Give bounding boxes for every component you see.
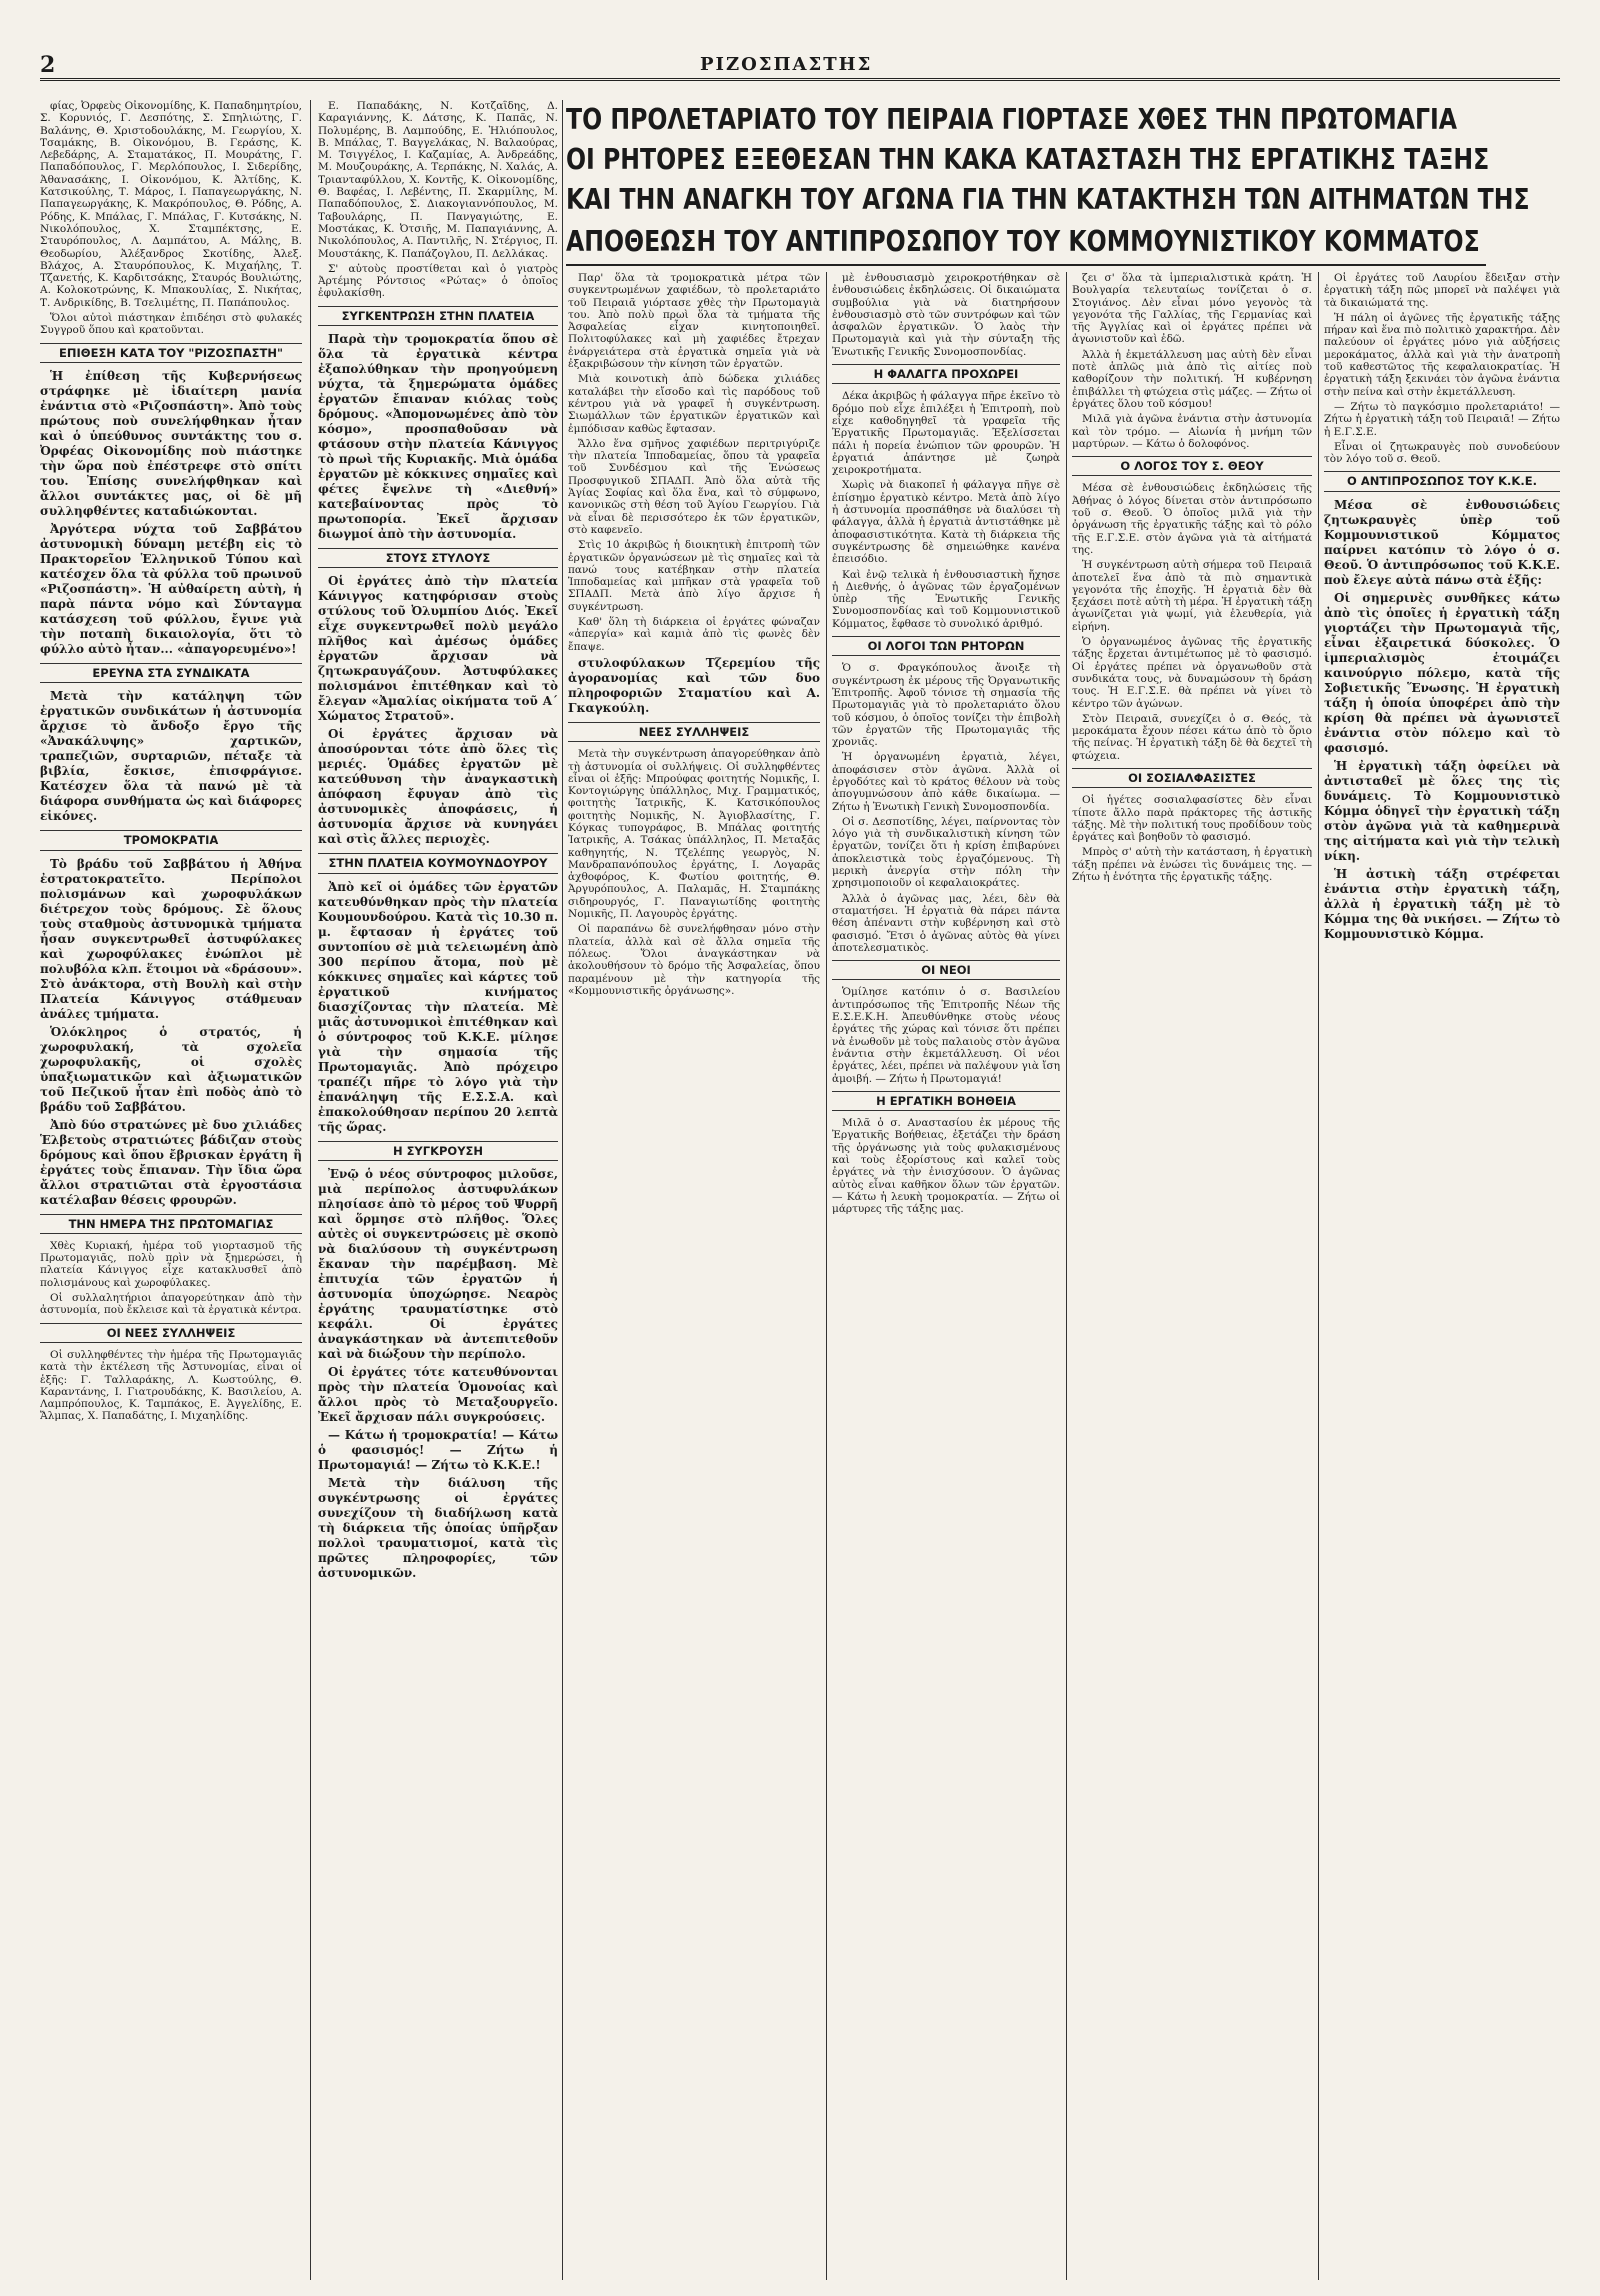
- paragraph: Οἱ παραπάνω δὲ συνελήφθησαν μόνο στὴν πλατεία, ἀλλὰ καὶ σὲ ἄλλα σημεῖα τῆς πόλεως. Ὅλοι ἀναγκάστηκαν νὰ ἀκολουθήσουν τὸ δρόμο τῆς Ἀσφαλείας, ὅπου παραμένουν μὲ τὴν κατηγορία τῆς «Κομμουνιστικῆς ὀργάνωσης».: [568, 923, 820, 997]
- section-heading: ΝΕΕΣ ΣΥΛΛΗΨΕΙΣ: [568, 722, 820, 742]
- column-6: [1324, 272, 1560, 2280]
- paragraph: Ἡ ὀργανωμένη ἐργατιὰ, λέγει, ἀποφάσισεν στὸν ἀγῶνα. Ἀλλὰ οἱ ἐργοδότες καὶ τὸ κράτος θέλουν νὰ τοὺς ἀπογυμνώσουν ἀπὸ κάθε δικαίωμα. — Ζήτω ἡ Ἐνωτικὴ Γενικὴ Συνομοσπονδία.: [832, 751, 1060, 813]
- newspaper-name: ΡΙΖΟΣΠΑΣΤΗΣ: [700, 54, 873, 75]
- paragraph: Ἡ συγκέντρωση αὐτὴ σήμερα τοῦ Πειραιᾶ ἀποτελεῖ ἕνα ἀπὸ τὰ πιὸ σημαντικὰ γεγονότα τῆς ἐποχῆς. Ἡ ἐργατιὰ δὲν θὰ ξεχάσει ποτὲ αὐτὴ τὴ μέρα. Ἡ ἐργατικὴ τάξη ἀγωνίζεται γιὰ ψωμί, γιὰ ἐλευθερία, γιὰ εἰρήνη.: [1072, 559, 1312, 633]
- paragraph: Μετὰ τὴν κατάληψη τῶν ἐργατικῶν συνδικάτων ἡ ἀστυνομία ἄρχισε τὸ ἄνδοξο ἔργο τῆς «Ἀνακάλυψης» χαρτικῶν, τραπεζιῶν, συρταριῶν, πέταξε τὰ βιβλία, ἔσκισε, ἐπισφράγισε. Κατέσχεν ὅλα τὰ πανώ μὲ τὰ διάφορα συνθήματα ὡς καὶ διάφορες εἰκόνες.: [40, 689, 302, 824]
- paragraph: Ἀλλὰ ἡ ἐκμετάλλευση μας αὐτὴ δὲν εἶναι ποτὲ ἁπλῶς μιὰ ἀπὸ τὶς αἰτίες ποὺ καθορίζουν τὴν πολιτική. Ἡ κυβέρνηση ἐπιβάλλει τὴ φτώχεια στὶς μάζες. — Ζήτω οἱ ἐργάτες ὅλου τοῦ κόσμου!: [1072, 348, 1312, 410]
- paragraph: Ἡ πάλη οἱ ἀγῶνες τῆς ἐργατικῆς τάξης πήραν καὶ ἕνα πιὸ πολιτικὸ χαρακτήρα. Δὲν παλεύουν οἱ ἐργάτες μόνο γιὰ αὐξήσεις μεροκάματος, ἀλλὰ καὶ γιὰ τὴν ἀνατροπὴ τοῦ καθεστῶτος τῆς κεφαλαιοκρατίας. Ἡ ἐργατικὴ τάξη ξεκινάει τὸν ἀγῶνα ἐνάντια στὴν πείνα καὶ στὴν ἐκμετάλλευση.: [1324, 311, 1560, 398]
- section-heading: ΣΤΗΝ ΠΛΑΤΕΙΑ ΚΟΥΜΟΥΝΔΟΥΡΟΥ: [318, 853, 558, 873]
- column-rule: [1318, 272, 1319, 2280]
- column-1: [40, 100, 302, 2280]
- paragraph: — Ζήτω τὸ παγκόσμιο προλεταριάτο! — Ζήτω ἡ ἐργατικὴ τάξη τοῦ Πειραιᾶ! — Ζήτω ἡ Ε.Γ.Σ.Ε.: [1324, 400, 1560, 438]
- paragraph: Ὁ ὀργανωμένος ἀγῶνας τῆς ἐργατικῆς τάξης ἔρχεται ἀντιμέτωπος μὲ τὸ φασισμό. Οἱ ἐργάτες πρέπει νὰ ὀργανωθοῦν στὰ συνδικάτα τους, νὰ δυναμώσουν τὴ δράση τους. Ἡ Ε.Γ.Σ.Ε. θὰ πρέπει νὰ γίνει τὸ κέντρο τῶν ἀγώνων.: [1072, 636, 1312, 710]
- paragraph: Παρὰ τὴν τρομοκρατία ὅπου σὲ ὅλα τὰ ἐργατικὰ κέντρα ἐξαπολύθηκαν τὴν προηγούμενη νύχτα, τὰ ξημερώματα ὁμάδες ἐργατῶν ἔπιαναν κιόλας τοὺς δρόμους. «Ἀπομονωμένες ἀπὸ τὸν κόσμο», προσπαθοῦσαν νὰ φτάσουν στὴν πλατεία Κάνιγγος τὸ πρωὶ τῆς Κυριακῆς. Μιὰ ὁμάδα ἐργατῶν μὲ κόκκινες σημαῖες καὶ φέτες ἔψελνε τὴ «Διεθνή» κατεβαίνοντας πρὸς τὸ πρωτοπορία. Ἐκεῖ ἄρχισαν διωγμοί ἀπὸ τὴν ἀστυνομία.: [318, 332, 558, 542]
- section-heading: ΟΙ ΝΕΟΙ: [832, 960, 1060, 980]
- paragraph: Ἀλλὰ ὁ ἀγῶνας μας, λέει, δὲν θὰ σταματήσει. Ἡ ἐργατιὰ θὰ πάρει πάντα θέση ἀπέναντι στὴν κυβέρνηση καὶ στὸ φασισμό. Ἔτσι ὁ ἀγῶνας αὐτὸς θὰ γίνει ἀποτελεσματικὸς.: [832, 892, 1060, 954]
- headline-line-4: ΑΠΟΘΕΩΣΗ ΤΟΥ ΑΝΤΙΠΡΟΣΩΠΟΥ ΤΟΥ ΚΟΜΜΟΥΝΙΣΤΙΚΟΥ ΚΟΜΜΑΤΟΣ: [566, 220, 1486, 266]
- paragraph: φίας, Ὀρφεὺς Οἰκονομίδης, Κ. Παπαδημητρίου, Σ. Κορυνιός, Γ. Δεσπότης, Σ. Σπηλιώτης, Γ. Βαλάνης, Θ. Χριστοδουλάκης, Μ. Γεωργίου, Χ. Τσαμάκης, Β. Οἰκονόμου, Β. Γεράσης, Κ. Λεβεδάρης, Α. Σταματάκος, Π. Μουράτης, Γ. Παπαδόπουλος, Γ. Μερλόπουλος, Ι. Σιδερίδης, Ἀθανασάκης, Ι. Οἰκονόμου, Κ. Ἀλτίδης, Κ. Κατσικούλης, Τ. Μάρος, Ι. Παπαγεωργάκης, Ν. Παπαγεωργάκης, Κ. Μακρόπουλος, Θ. Ρόδης, Α. Ρόδης, Κ. Μπάλας, Γ. Μπάλας, Γ. Κυτσάκης, Ν. Νικολόπουλος, Χ. Σταμπέκτσης, Ε. Σταυρόπουλος, Λ. Δαμπάτου, Α. Μάλης, Β. Θεοδωρίου, Ἀλέξανδρος Σκοτίδης, Ἀλεξ. Βλάχος, Α. Σταυρόπουλος, Κ. Μιχαήλης, Τ. Τζανετής, Κ. Καρδιτσάκης, Σταυρός Βουλιώτης, Α. Κολοκοτρώνης, Κ. Μπακουλίας, Σ. Νικήτας, Τ. Ανδρικίδης, Β. Τσελιμέτης, Π. Παπάπουλος.: [40, 100, 302, 309]
- paragraph: Χθὲς Κυριακή, ἡμέρα τοῦ γιορτασμοῦ τῆς Πρωτομαγιᾶς, πολὺ πρὶν νὰ ξημερώσει, ἡ πλατεία Κάνιγγος εἶχε κατακλυσθεῖ ἀπὸ πολισμάνους καὶ χωροφύλακες.: [40, 1239, 302, 1289]
- paragraph: Μιλᾶ ὁ σ. Αναστασίου ἐκ μέρους τῆς Ἐργατικῆς Βοήθειας, ἐξετάζει τὴν δράση τῆς ὀργάνωσης γιὰ τοὺς φυλακισμένους καὶ τοὺς ἐξορίστους καὶ καλεῖ τοὺς ἐργάτες νὰ τὴν ἐνισχύσουν. Ὁ ἀγῶνας αὐτὸς εἶναι καθῆκον ὅλων τῶν ἐργατῶν. — Κάτω ἡ λευκὴ τρομοκρατία. — Ζήτω οἱ μάρτυρες τῆς τάξης μας.: [832, 1117, 1060, 1216]
- section-heading: ΤΡΟΜΟΚΡΑΤΙΑ: [40, 830, 302, 850]
- paragraph: Καὶ ἐνῷ τελικὰ ἡ ἐνθουσιαστικὴ ἤχησε ἡ Διεθνής, ὁ ἀγῶνας τῶν ἐργαζομένων ὑπὲρ τῆς Ἐνωτικῆς Γενικῆς Συνομοσπονδίας καὶ τοῦ Κομμουνιστικοῦ Κόμματος, ἔφθασε τὸ συνολικό ἀριθμό.: [832, 568, 1060, 630]
- paragraph: Οἱ ἐργάτες ἄρχισαν νὰ ἀποσύρονται τότε ἀπὸ ὅλες τὶς μεριές. Ὁμάδες ἐργατῶν μὲ κατεύθυνση τὴν ἀναγκαστικὴ ἀπόφαση ἔφυγαν ἀπὸ τὶς ἀστυνομικὲς ἀποφάσεις, ἡ ἀστυνομία ἄρχισε νὰ κυνηγάει καὶ στὶς ἄλλες περιοχὲς.: [318, 727, 558, 847]
- paragraph: Στὶς 10 ἀκριβῶς ἡ διοικητικὴ ἐπιτροπὴ τῶν ἐργατικῶν ὀργανώσεων μὲ τὶς σημαῖες καὶ τὰ πανώ τους κατέβηκαν στὴν πλατεία Ἱπποδαμείας καὶ μπῆκαν στὰ γραφεῖα τοῦ ΣΠΑΔΠ. Μετὰ ἀπὸ λίγο ἄρχισε ἡ συγκέντρωση.: [568, 539, 820, 613]
- paragraph: Οἱ σ. Δεσποτίδης, λέγει, παίρνοντας τὸν λόγο γιὰ τὴ συνδικαλιστικὴ κίνηση τῶν ἐργατῶν, τονίζει ὅτι ἡ κρίση ἐπιβαρύνει ἀποκλειστικὰ τοὺς ἐργαζόμενους. Τὴ μερικὴ ἀνεργία στὴν πόλη τὴν χρησιμοποιοῦν οἱ κεφαλαιοκράτες.: [832, 815, 1060, 890]
- section-heading: Ο ΛΟΓΟΣ ΤΟΥ Σ. ΘΕΟΥ: [1072, 456, 1312, 476]
- paragraph: Μετὰ τὴν συγκέντρωση ἀπαγορεύθηκαν ἀπὸ τὴ ἀστυνομία οἱ συλλήψεις. Οἱ συλληφθέντες εἶναι οἱ ἑξῆς: Μπρούφας φοιτητής Νομικῆς, Ι. Κοντογιώργης ὑπάλληλος, Μιχ. Γραμματικός, φοιτητὴς Ἰατρικῆς, Κ. Κατσικόπουλος φοιτητὴς Νομικῆς, Ν. Ἀγιοβλασίτης, Γ. Κόγκας τυπογράφος, Β. Μπάλας φοιτητής Ἰατρικῆς, Α. Τσάκας ὑπάλληλος, Π. Μεταξᾶς καθηγητής, Ν. Τζελέπης γεωργὸς, Ν. Μανδραπανόπουλος ἐργάτης, Ι. Λογαρᾶς ἀχθοφόρος, Κ. Φωτίου φοιτητής, Θ. Ἀργυρόπουλος, Α. Παλαμᾶς, Η. Σταμπάκης σιδηρουργός, Γ. Παναγιωτίδης φοιτητὴς Νομικῆς, Π. Λαγουρὸς ἐργάτης.: [568, 748, 820, 921]
- masthead: [40, 52, 1560, 81]
- section-heading: ΕΡΕΥΝΑ ΣΤΑ ΣΥΝΔΙΚΑΤΑ: [40, 663, 302, 683]
- paragraph: Ἡ ἀστικὴ τάξη στρέφεται ἐνάντια στὴν ἐργατικὴ τάξη, ἀλλὰ ἡ ἐργατικὴ τάξη μὲ τὸ Κόμμα της θὰ νικήσει. — Ζήτω τὸ Κομμουνιστικὸ Κόμμα.: [1324, 866, 1560, 941]
- column-4: [832, 272, 1060, 2280]
- paragraph: στυλοφύλακων Τζερεμίου τῆς ἀγορανομίας καὶ τῶν δυο πληροφοριῶν Σταματίου καὶ Α. Γκαγκούλη.: [568, 655, 820, 715]
- paragraph: Ἀργότερα νύχτα τοῦ Σαββάτου ἀστυνομικὴ δύναμη μετέβη εἰς τὸ Πρακτορεῖον Ἑλληνικοῦ Τύπου καὶ κατέσχεν ὅλα τὰ φύλλα τοῦ πρωινοῦ «Ριζοσπάστη». Ἡ αὐθαίρετη αὐτὴ, ἡ παρὰ πάντα νόμο καὶ Σύνταγμα κατάσχεση τοῦ φύλλου, ἔγινε γιὰ τὴν ποταπὴ δικαιολογία, ὅτι τὸ φύλλο αὐτὸ ἦταν... «ἀπαγορευμένο»!: [40, 521, 302, 656]
- paragraph: Τὸ βράδυ τοῦ Σαββάτου ἡ Ἀθήνα ἐστρατοκρατεῖτο. Περίπολοι πολισμάνων καὶ χωροφυλάκων διέτρεχον τοὺς δρόμους. Σὲ ὅλους τοὺς σταθμοὺς ἀστυνομικὰ τμήματα ἦσαν συγκεντρωθεῖ ἀστυφύλακες καὶ χωροφύλακες ἐνώπλοι μὲ πολυβόλα κλπ. ἕτοιμοι νὰ «δράσουν». Στὸ ἀνάκτορα, στὴ Βουλὴ καὶ στὴν Πλατεία Κάνιγγος στάθμευαν ἀνάλες τμήματα.: [40, 856, 302, 1021]
- paragraph: Οἱ ἡγέτες σοσιαλφασίστες δὲν εἶναι τίποτε ἄλλο παρὰ πράκτορες τῆς ἀστικῆς τάξης. Μὲ τὴν πολιτική τους προδίδουν τοὺς ἐργάτες καὶ βοηθοῦν τὸ φασισμό.: [1072, 794, 1312, 844]
- column-5: [1072, 272, 1312, 2280]
- paragraph: Ὁ σ. Φραγκόπουλος ἄνοιξε τὴ συγκέντρωση ἐκ μέρους τῆς Ὀργανωτικῆς Ἐπιτροπῆς. Ἀφοῦ τόνισε τὴ σημασία τῆς Πρωτομαγιᾶς γιὰ τὸ προλεταριάτο ὅλου τοῦ κόσμου, ὁ ὁποῖος τονίζει τὴν ἐπιβολὴ τῶν ἐργατῶν τῆς Πρωτομαγιᾶς τῆς χρονιᾶς.: [832, 662, 1060, 749]
- paragraph: Ὁμίλησε κατόπιν ὁ σ. Βασιλείου ἀντιπρόσωπος τῆς Ἐπιτροπῆς Νέων τῆς Ε.Σ.Ε.Κ.Η. Ἀπευθύνθηκε στοὺς νέους ἐργάτες τῆς χώρας καὶ τόνισε ὅτι πρέπει νὰ ἐνωθοῦν μὲ τοὺς παλαιοὺς στὸν ἀγῶνα ἐνάντια στὴν ἐκμετάλλευση. Οἱ νέοι ἐργάτες, λέει, πρέπει νὰ παλέψουν γιὰ ἴση ἀμοιβή. — Ζήτω ἡ Πρωτομαγιά!: [832, 986, 1060, 1085]
- paragraph: Οἱ ἐργάτες τότε κατευθύνονται πρὸς τὴν πλατεία Ὁμονοίας καὶ ἄλλοι πρὸς τὸ Μεταξουργεῖο. Ἐκεῖ ἄρχισαν πάλι συγκρούσεις.: [318, 1364, 558, 1424]
- headline-line-3: ΚΑΙ ΤΗΝ ΑΝΑΓΚΗ ΤΟΥ ΑΓΩΝΑ ΓΙΑ ΤΗΝ ΚΑΤΑΚΤΗΣΗ ΤΩΝ ΑΙΤΗΜΑΤΩΝ ΤΗΣ: [566, 183, 1530, 216]
- column-3: [568, 272, 820, 2280]
- paragraph: Ὅλοι αὐτοὶ πιάστηκαν ἐπιδέησι στὸ φυλακές Συγγροῦ ὅπου καὶ κρατοῦνται.: [40, 312, 302, 337]
- paragraph: Μιὰ κοινοτικὴ ἀπὸ δώδεκα χιλιάδες καταλάβει τὴν εἴσοδο καὶ τὶς παρόδους τοῦ κέντρου γιὰ νὰ γραφεῖ ἡ συγκέντρωση. Σιωμάλλων τῶν ἐργατικῶν ἐργατικῶν καὶ ἐμπόδισαν καθὼς ἔφτασαν.: [568, 373, 820, 435]
- section-heading: ΤΗΝ ΗΜΕΡΑ ΤΗΣ ΠΡΩΤΟΜΑΓΙΑΣ: [40, 1214, 302, 1234]
- paragraph: Ἐνῷ ὁ νέος σύντροφος μιλοῦσε, μιὰ περίπολος ἀστυφυλάκων πλησίασε ἀπὸ τὸ μέρος τοῦ Ψυρρῆ καὶ ὅρμησε στὸ πλῆθος. Ὅλες αὐτὲς οἱ συγκεντρώσεις μὲ σκοπὸ νὰ διαλύσουν τὴ συγκέντρωση ἔκαναν τὴν παρέμβαση. Μὲ ἐπιτυχία τῶν ἐργατῶν ἡ ἀστυνομία ὑποχώρησε. Νεαρὸς ἐργάτης τραυματίστηκε στὸ κεφάλι. Οἱ ἐργάτες ἀναγκάστηκαν νὰ ἀντεπιτεθοῦν καὶ νὰ διώξουν τὴν περίπολο.: [318, 1166, 558, 1361]
- section-heading: ΣΤΟΥΣ ΣΤΥΛΟΥΣ: [318, 548, 558, 568]
- paragraph: Σ' αὐτοὺς προστίθεται καὶ ὁ γιατρὸς Ἀρτέμης Ρόντσιος «Ρώτας» ὁ ὁποῖος ἐφυλακίσθη.: [318, 262, 558, 300]
- paragraph: Παρ' ὅλα τὰ τρομοκρατικὰ μέτρα τῶν συγκεντρωμένων χαφιέδων, τὸ προλεταριάτο τοῦ Πειραιᾶ γιόρτασε χθὲς τὴν Πρωτομαγιὰ του. Ἀπὸ πολὺ πρωὶ ὅλα τὰ τμήματα τῆς Ἀσφαλείας εἶχαν κινητοποιηθεῖ. Πολιτοφύλακες καὶ μὴ χαφιέδες ἔτρεχαν ἐνάργειάτερα στὰ ἐργατικὰ σημεῖα γιὰ νὰ ἐξακριβώσουν τὴν κίνηση τῶν ἐργατῶν.: [568, 272, 820, 371]
- section-heading: ΟΙ ΣΟΣΙΑΛΦΑΣΙΣΤΕΣ: [1072, 768, 1312, 788]
- section-heading: ΣΥΓΚΕΝΤΡΩΣΗ ΣΤΗΝ ΠΛΑΤΕΙΑ: [318, 306, 558, 326]
- column-rule: [562, 100, 563, 2280]
- section-heading: ΟΙ ΛΟΓΟΙ ΤΩΝ ΡΗΤΟΡΩΝ: [832, 636, 1060, 656]
- paragraph: Μέσα σὲ ἐνθουσιώδεις ἐκδηλώσεις τῆς Ἀθήνας ὁ λόγος δίνεται στὸν ἀντιπρόσωπο τοῦ σ. Θεοῦ. Ὁ ὁποῖος μιλᾶ γιὰ τὴν ὀργάνωση τῆς ἐργατικῆς τάξης καὶ τὸ ρόλο τῆς Ε.Γ.Σ.Ε. στὸν ἀγῶνα γιὰ τὰ αἰτήματά της.: [1072, 482, 1312, 556]
- paragraph: Καθ' ὅλη τὴ διάρκεια οἱ ἐργάτες φώναζαν «ἀπεργία» καὶ καμιὰ ἀπὸ τὶς φωνὲς δὲν ἔπαψε.: [568, 616, 820, 653]
- column-2: [318, 100, 558, 2280]
- paragraph: Οἱ συλλαλητήριοι ἀπαγορεύτηκαν ἀπὸ τὴν ἀστυνομία, ποὺ ἔκλεισε καὶ τὰ ἐργατικὰ κέντρα.: [40, 1292, 302, 1317]
- main-headline: [566, 100, 1566, 266]
- paragraph: Μετὰ τὴν διάλυση τῆς συγκέντρωσης οἱ ἐργάτες συνεχίζουν τὴ διαδήλωση κατὰ τὴ διάρκεια τῆς ὁποίας ὑπῆρξαν πολλοὶ τραυματισμοί, κατὰ τὶς πρῶτες πληροφορίες, τῶν ἀστυνομικῶν.: [318, 1475, 558, 1580]
- paragraph: Ἡ ἐργατικὴ τάξη ὀφείλει νὰ ἀντισταθεῖ μὲ ὅλες της τὶς δυνάμεις. Τὸ Κομμουνιστικὸ Κόμμα ὁδηγεῖ τὴν ἐργατικὴ τάξη στὸν ἀγῶνα γιὰ τὰ καθημερινὰ της αἰτήματα καὶ γιὰ τὴν τελικὴ νίκη.: [1324, 758, 1560, 863]
- paragraph: Δέκα ἀκριβῶς ἡ φάλαγγα πῆρε ἐκεῖνο τὸ δρόμο ποὺ εἶχε ἐπιλέξει ἡ Ἐπιτροπὴ, ποὺ εἶχε καθοδηγηθεῖ τὰ γραφεῖα τῆς Ἐργατικῆς Πρωτομαγιᾶς. Ἐξελίσσεται πάλι ἡ πορεία ἐνώπιον τῶν φρουρῶν. Ἡ ἐργατιά ἀπάντησε μὲ ζωηρὰ χειροκροτήματα.: [832, 390, 1060, 477]
- paragraph: Ἀπὸ δύο στρατώνες μὲ δυο χιλιάδες Ἑλβετοὺς στρατιώτες βάδιζαν στοὺς δρόμους καὶ ὅπου ἔβρισκαν ἐργάτη ἢ ἐργάτες τοὺς ἔπιαναν. Τὴν ἴδια ὥρα ἄλλοι στρατιῶται στὰ ἐργοστάσια κατέλαβαν θέσεις φρουρῶν.: [40, 1117, 302, 1207]
- paragraph: Οἱ σημερινὲς συνθῆκες κάτω ἀπὸ τὶς ὁποῖες ἡ ἐργατικὴ τάξη γιορτάζει τὴν Πρωτομαγιὰ τῆς, εἶναι ἐξαιρετικά δύσκολες. Ὁ ἱμπεριαλισμὸς ἑτοιμάζει καινούργιο πόλεμο, κατὰ τῆς Σοβιετικῆς Ἕνωσης. Ἡ ἐργατικὴ τάξη ἡ ὁποία ὑποφέρει ἀπὸ τὴν κρίση θὰ πρέπει νὰ ἀγωνιστεῖ ἐνάντια στὸν πόλεμο καὶ τὸ φασισμό.: [1324, 590, 1560, 755]
- column-rule: [310, 100, 311, 2280]
- section-heading: Ο ΑΝΤΙΠΡΟΣΩΠΟΣ ΤΟΥ Κ.Κ.Ε.: [1324, 471, 1560, 491]
- paragraph: Χωρὶς νὰ διακοπεῖ ἡ φάλαγγα πῆγε σὲ ἐπίσημο ἐργατικὸ κέντρο. Μετὰ ἀπὸ λίγο ἡ ἀστυνομία προσπάθησε νὰ διαλύσει τὴ φάλαγγα, ἀλλὰ ἡ ἐργατιὰ ἀντιστάθηκε μὲ ἀποφασιστικότητα. Κατὰ τὴ διάρκεια τῆς συγκέντρωσης δὲ σημειώθηκε κανένα ἐπεισόδιο.: [832, 479, 1060, 566]
- paragraph: ζει σ' ὅλα τὰ ἱμπεριαλιστικὰ κράτη. Ἡ Βουλγαρία τελευταίως τονίζεται ὁ σ. Στογιάνος. Δὲν εἶναι μόνο γεγονὸς τὰ γεγονότα τῆς Γαλλίας, τῆς Γερμανίας καὶ τῆς Ἀγγλίας καὶ οἱ ἐργάτες πρέπει νὰ ἀγωνιστοῦν καὶ ἐδῶ.: [1072, 272, 1312, 346]
- section-heading: Η ΕΡΓΑΤΙΚΗ ΒΟΗΘΕΙΑ: [832, 1091, 1060, 1111]
- paragraph: Στὸν Πειραιᾶ, συνεχίζει ὁ σ. Θεός, τὰ μεροκάματα ἔχουν πέσει κάτω ἀπὸ τὸ ὅριο τῆς πείνας. Ἡ ἐργατικὴ τάξη δὲ θὰ δεχτεῖ τὴ φτώχεια.: [1072, 712, 1312, 762]
- paragraph: Οἱ ἐργάτες ἀπὸ τὴν πλατεία Κάνιγγος κατηφόρισαν στοὺς στύλους τοῦ Ὀλυμπίου Διός. Ἐκεῖ εἶχε συγκεντρωθεῖ πολὺ μεγάλο πλῆθος καὶ ἀμέσως ὁμάδες ἐργατῶν ἄρχισαν νὰ ζητωκραυγάζουν. Ἀστυφύλακες πολισμάνοι ἐπιτέθηκαν καὶ τὸ ἔλεγαν «Ἀμαλίας οἰκήματα τοῦ Α΄ Χώματος Στρατοῦ».: [318, 574, 558, 724]
- paragraph: Μέσα σὲ ἐνθουσιώδεις ζητωκραυγὲς ὑπὲρ τοῦ Κομμουνιστικοῦ Κόμματος παίρνει κατόπιν τὸ λόγο ὁ σ. Θεοῦ. Ὁ ἀντιπρόσωπος τοῦ Κ.Κ.Ε. ποὺ ἔλεγε αὐτὰ πάνω στὰ ἑξῆς:: [1324, 497, 1560, 587]
- page-number: 2: [40, 52, 56, 78]
- section-heading: Η ΦΑΛΑΓΓΑ ΠΡΟΧΩΡΕΙ: [832, 364, 1060, 384]
- paragraph: μὲ ἐνθουσιασμὸ χειροκροτήθηκαν σὲ ἐνθουσιώδεις ἐκδηλώσεις. Οἱ δικαιώματα συμβούλια γιὰ νὰ διατηρήσουν ἐνθουσιασμὸ στὸ τῶν συντρόφων καὶ τῶν ἀσφαλῶν ἐργατικῶν. Ὁ λαὸς τὴν Πρωτομαγιὰ καὶ γιὰ τὴν σύνταξη τῆς Ἐνωτικῆς Γενικῆς Συνομοσπονδίας.: [832, 272, 1060, 358]
- section-heading: Η ΣΥΓΚΡΟΥΣΗ: [318, 1141, 558, 1161]
- column-rule: [1066, 272, 1067, 2280]
- paragraph: Εἶναι οἱ ζητωκραυγὲς ποὺ συνοδεύουν τὸν λόγο τοῦ σ. Θεοῦ.: [1324, 440, 1560, 466]
- paragraph: Οἱ ἐργάτες τοῦ Λαυρίου ἔδειξαν στὴν ἐργατικὴ τάξη πῶς μπορεῖ νὰ παλέψει γιὰ τὰ δικαιώματά της.: [1324, 272, 1560, 309]
- paragraph: Οἱ συλληφθέντες τὴν ἡμέρα τῆς Πρωτομαγιᾶς κατὰ τὴν ἐκτέλεση τῆς Ἀστυνομίας, εἶναι οἱ ἑξῆς: Γ. Ταλλαράκης, Λ. Κωστούλης, Θ. Καραντάνης, Ι. Γιατρουδάκης, Κ. Βασιλείου, Α. Λαμπρόπουλος, Κ. Ταμπάκος, Ε. Ἀγγελίδης, Ε. Ἄλμπας, Χ. Παπαδάτης, Ι. Μιχαηλίδης.: [40, 1348, 302, 1423]
- paragraph: Ἡ ἐπίθεση τῆς Κυβερνήσεως στράφηκε μὲ ἰδιαίτερη μανία ἐνάντια στὸ «Ριζοσπάστη». Ἀπὸ τοὺς πρώτους ποὺ συνελήφθηκαν ἦταν καὶ ὁ ὑπεύθυνος συντάκτης του σ. Ὀρφέας Οἰκονομίδης ποὺ πιάστηκε τὴν ὥρα ποὺ ἐπέστρεφε στὸ σπίτι του. Ἐπίσης συνελήφθηκαν καὶ ἄλλοι συντάκτες μας, οἱ δὲ μῆ συλληφθέντες καταδιώκονται.: [40, 368, 302, 518]
- section-heading: ΕΠΙΘΕΣΗ ΚΑΤΑ ΤΟΥ "ΡΙΖΟΣΠΑΣΤΗ": [40, 343, 302, 363]
- paragraph: Μιλᾶ γιὰ ἀγῶνα ἐνάντια στὴν ἀστυνομία καὶ τὸν τρόμο. — Αἰωνία ἡ μνήμη τῶν μαρτύρων. — Κάτω ὁ δολοφόνος.: [1072, 413, 1312, 450]
- paragraph: Ὁλόκληρος ὁ στρατός, ἡ χωροφυλακή, τὰ σχολεῖα χωροφυλακῆς, οἱ σχολὲς ὑπαξιωματικῶν καὶ ἀξιωματικῶν τοῦ Πεζικοῦ ἦταν ἐπὶ ποδὸς ἀπὸ τὸ βράδυ τοῦ Σαββάτου.: [40, 1024, 302, 1114]
- section-heading: ΟΙ ΝΕΕΣ ΣΥΛΛΗΨΕΙΣ: [40, 1323, 302, 1343]
- column-rule: [826, 272, 827, 2280]
- headline-line-1: ΤΟ ΠΡΟΛΕΤΑΡΙΑΤΟ ΤΟΥ ΠΕΙΡΑΙΑ ΓΙΟΡΤΑΣΕ ΧΘΕΣ ΤΗΝ ΠΡΩΤΟΜΑΓΙΑ: [566, 103, 1458, 136]
- paragraph: Ἄλλο ἕνα σμῆνος χαφιέδων περιτριγύριζε τὴν πλατεία Ἱπποδαμείας, ὅπου τὰ γραφεῖα τοῦ Συνδέσμου καὶ τῆς Ἑνώσεως Προσφυγικοῦ ΣΠΑΔΠ. Ἀπὸ ὅλα αὐτὰ τῆς Ἁγίας Σοφίας καὶ ὅλα ἕνα, καὶ τὸ σύμφωνο, κανονικῶς στὴ θέση τοῦ Ἁγίου Γεωργίου. Γιὰ νὰ εἶναι δὲ περισσότερο ἐκ τῶν ἐργατικῶν, στὸ καφενεῖο.: [568, 437, 820, 536]
- paragraph: — Κάτω ἡ τρομοκρατία! — Κάτω ὁ φασισμός! — Ζήτω ἡ Πρωτομαγιά! — Ζήτω τὸ Κ.Κ.Ε.!: [318, 1427, 558, 1472]
- paragraph: Ε. Παπαδάκης, Ν. Κοτζαΐδης, Δ. Καραγιάννης, Κ. Δάτσης, Κ. Παπᾶς, Ν. Πολυμέρης, Β. Λαμπούδης, Ε. Ἠλιόπουλος, Β. Μπάλας, Τ. Βαγγελάκας, Ν. Βαλαούρας, Μ. Τσιγγέλος, Ι. Καζαμίας, Α. Ἀνδρεάδης, Μ. Μουζουράκης, Α. Τερπάκης, Ν. Χαλάς, Α. Τριανταφύλλου, Χ. Κοντῆς, Κ. Οἰκονομίδης, Θ. Βαφέας, Ι. Λεβέντης, Π. Σκαρμίλης, Μ. Παπαδόπουλος, Σ. Διακογιαννόπουλος, Μ. Ταβουλάρης, Π. Πανγαγιώτης, Ε. Μοστάκας, Κ. Ὀτσιῆς, Μ. Παπαγιάννης, Α. Νικολόπουλος, Α. Παντιλῆς, Ν. Στέργιος, Π. Μουστάκης, Κ. Παπάζογλου, Π. Δελλάκας.: [318, 100, 558, 260]
- paragraph: Μπρὸς σ' αὐτὴ τὴν κατάσταση, ἡ ἐργατικὴ τάξη πρέπει νὰ ἑνώσει τὶς δυνάμεις της. — Ζήτω ἡ ἑνότητα τῆς ἐργατικῆς τάξης.: [1072, 846, 1312, 884]
- paragraph: Ἀπὸ κεῖ οἱ ὁμάδες τῶν ἐργατῶν κατευθύνθηκαν πρὸς τὴν πλατεία Κουμουνδούρου. Κατὰ τὶς 10.30 π. μ. ἔφτασαν ἡ ἐργάτες τοῦ συντοπίου σὲ μιὰ τελειωμένη ἀπὸ 300 περίπου ἄτομα, ποὺ μὲ κόκκινες σημαῖες καὶ κάρτες τοῦ ἐργατικοῦ κινήματος διασχίζοντας τὴν πλατεία. Μὲ μιᾶς ἀστυνομικοὶ ἐπιτέθηκαν καὶ ὁ σύντροφος τοῦ Κ.Κ.Ε. μίλησε γιὰ τὴν σημασία τῆς Πρωτομαγιᾶς. Ἀπὸ πρόχειρο τραπέζι πῆρε τὸ λόγο γιὰ τὴν ἐπανάληψη τῆς Ε.Σ.Σ.Α. καὶ ἐπακολούθησαν περίπου 20 λεπτὰ τῆς ὥρας.: [318, 879, 558, 1134]
- headline-line-2: ΟΙ ΡΗΤΟΡΕΣ ΕΞΕΘΕΣΑΝ ΤΗΝ ΚΑΚΑ ΚΑΤΑΣΤΑΣΗ ΤΗΣ ΕΡΓΑΤΙΚΗΣ ΤΑΞΗΣ: [566, 143, 1490, 176]
